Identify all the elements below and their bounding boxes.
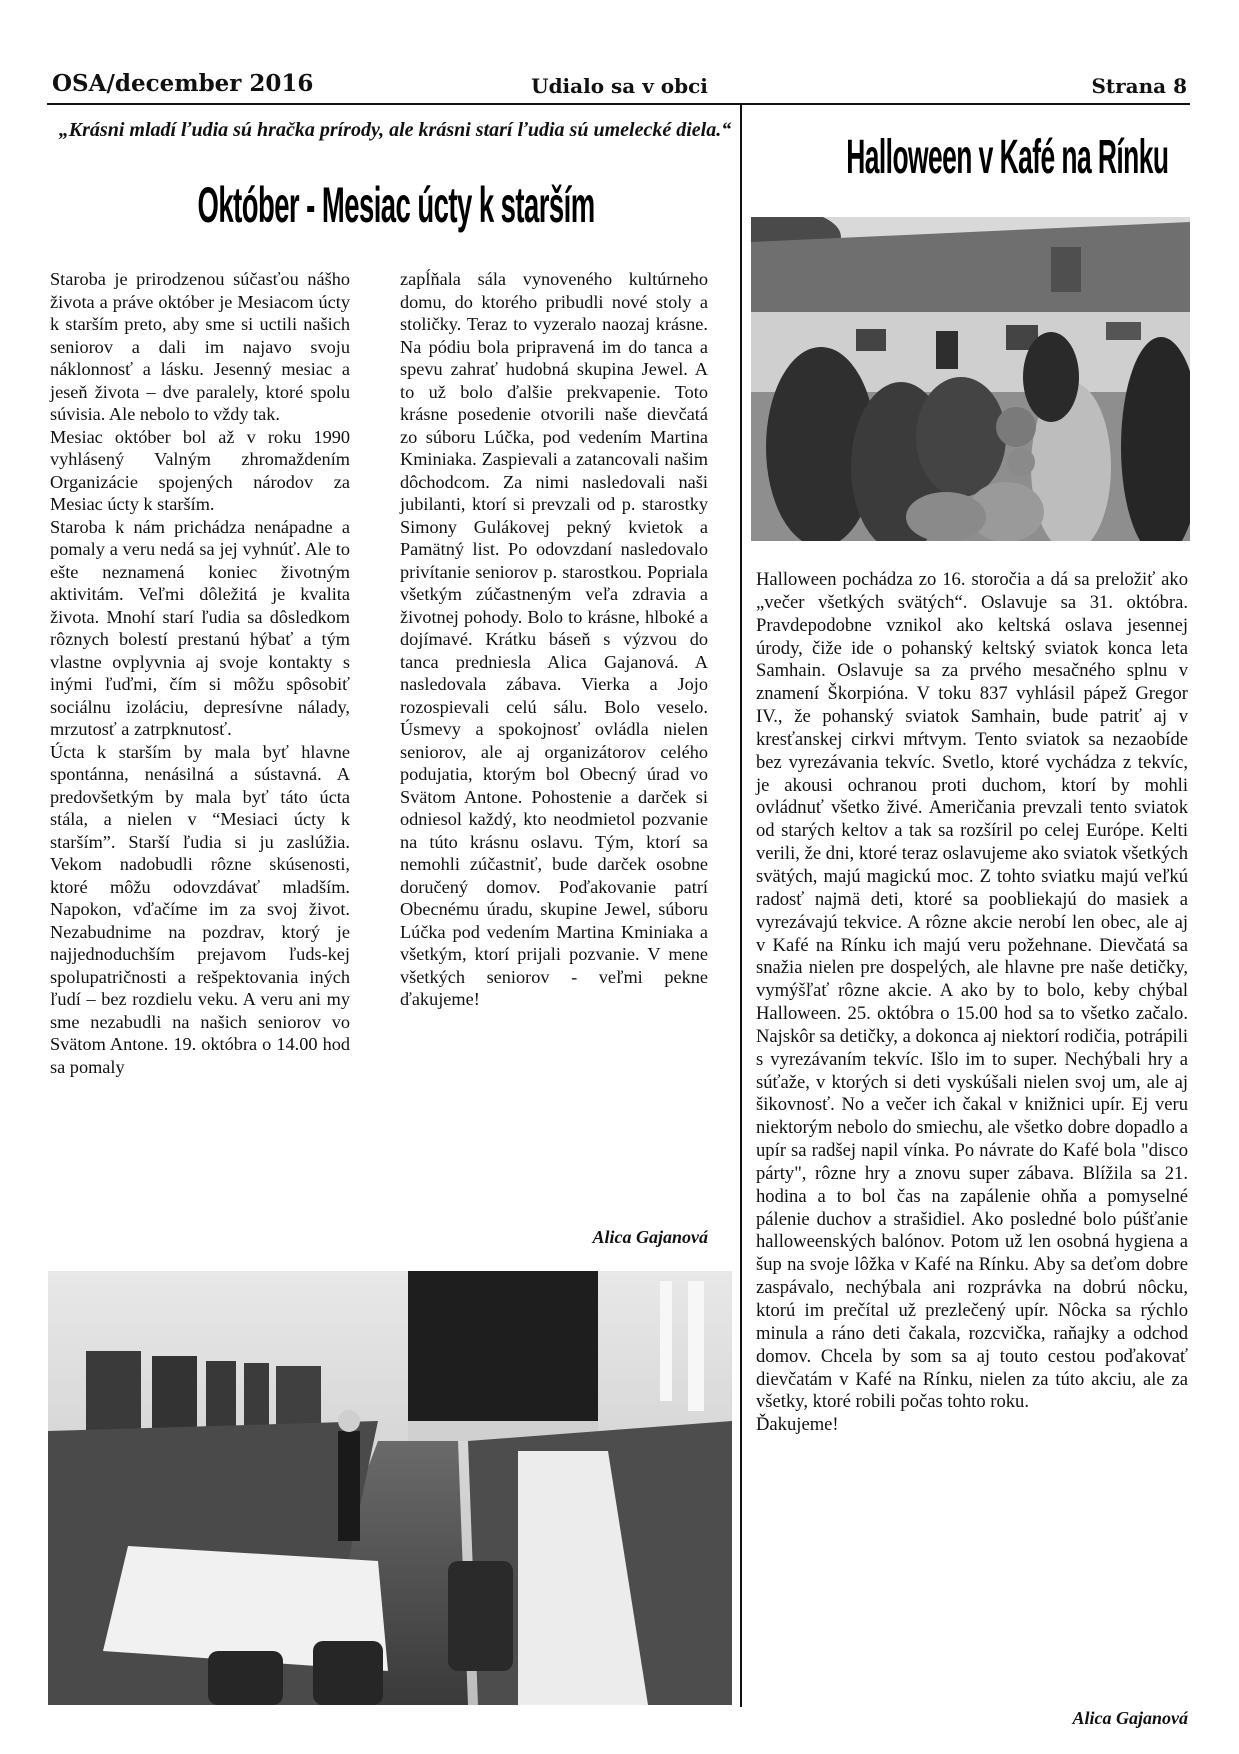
issue-label: OSA/december 2016	[52, 70, 314, 97]
article-october-column-2	[400, 268, 708, 1011]
header-rule	[47, 103, 1190, 105]
photo-seniors-hall	[48, 1271, 732, 1705]
article-title-october: Október - Mesiac úcty k starším	[197, 177, 595, 233]
closing-line: Ďakujeme!	[756, 1414, 839, 1436]
paragraph: Halloween pochádza zo 16. storočia a dá sa preložiť ako „večer všetkých svätých“. Oslavuje sa 31. októbra. Pravdepodobne vznikol ako keltská oslava jesennej úrody, čiže ide o pohanský keltský sviatok konca leta Samhain. Oslavuje sa za prvého mesačného splnu v znamení Škorpióna. V toku 837 vyhlásil pápež Gregor IV., že pohanský sviatok Samhain, bude patriť aj v kresťanskej cirkvi mŕtvym. Tento sviatok sa nezaobíde bez vyrezávania tekvíc. Svetlo, ktoré vychádza z tekvíc, je akousi ochranou proti duchom, ktorí by mohli ovládnuť všetko živé. Američania prevzali tento sviatok od starých keltov a tak sa rozšíril po celej Európe. Kelti verili, že dni, ktoré teraz oslavujeme ako sviatok všetkých svätých, majú magickú moc. Z tohto sviatku majú veľkú radosť najmä deti, ktoré sa poobliekajú do masiek a vyrezávajú tekvice. A rôzne akcie nerobí len obec, ale aj v Kafé na Rínku ich majú veru požehnane. Dievčatá sa snažia nielen pre dospelých, ale hlavne pre naše detičky, vymýšľať rôzne akcie. A ako by to bolo, keby chýbal Halloween. 25. októbra o 15.00 hod sa to všetko začalo. Najskôr sa detičky, a dokonca aj niektorí rodičia, potrápili s vyrezávaním tekvíc. Išlo im to super. Nechýbali hry a súťaže, v ktorých si deti vyskúšali nielen svoj um, ale aj šikovnosť. No a večer ich čakal v knižnici upír. Ej veru niektorým nebolo do smiechu, ale všetko dobre dopadlo a upír sa radšej napil vínka. Po návrate do Kafé bola "disco párty", rôzne hry a znovu super zábava. Blížila sa 21. hodina a to bol čas na zapálenie ohňa a pomyselné pálenie duchov a strašidiel. Ako posledné bolo púšťanie halloweenských balónov. Potom už len osobná hygiena a šup na svoje lôžka v Kafé na Rínku. Aby sa deťom dobre zaspávalo, nechýbala ani rozprávka na dobrú nôcku, ktorú im prečítal už prezlečený upír. Nôcka sa rýchlo minula a ráno deti čakala, rozcvička, raňajky a odchod domov. Chcela by som sa aj touto cestou poďakovať dievčatám v Kafé na Rínku, nielen za túto akciu, ale za všetky, ktoré robili počas tohto roku.	[756, 569, 1188, 1413]
article-title-halloween: Halloween v Kafé na Rínku	[846, 131, 1169, 184]
article-october-column-1	[50, 268, 350, 1078]
paragraph: Staroba je prirodzenou súčasťou nášho života a práve október je Mesiacom úcty k starším preto, aby sme si uctili našich seniorov a dali im najavo svoju náklonnosť a lásku. Jesenný mesiac a jeseň života – dve paralely, ktoré spolu súvisia. Ale nebolo to vždy tak.	[50, 269, 350, 424]
paragraph: Úcta k starším by mala byť hlavne spontánna, nenásilná a sústavná. A predovšetkým by mala byť táto úcta stála, a nielen v “Mesiaci úcty k starším”. Starší ľudia si ju zaslúžia. Vekom nadobudli rôzne skúsenosti, ktoré môžu odovzdávať mladším. Napokon, vďačíme im za svoj život. Nezabudnime na pozdrav, ktorý je najjednoduchším prejavom ľuds-kej spolupatričnosti a rešpektovania iných ľudí – bez rozdielu veku. A veru ani my sme nezabudli na našich seniorov vo Svätom Antone. 19. októbra o 14.00 hod sa pomaly	[50, 741, 350, 1077]
photo-seniors-hall-icon	[48, 1271, 732, 1705]
author-signature: Alica Gajanová	[592, 1227, 708, 1247]
author-signature: Alica Gajanová	[1072, 1708, 1188, 1728]
page-number: Strana 8	[1091, 74, 1187, 98]
photo-halloween-pumpkins	[751, 217, 1190, 541]
photo-halloween-pumpkins-icon	[751, 217, 1190, 541]
article-quote: „Krásni mladí ľudia sú hračka prírody, ale krásni starí ľudia sú umelecké diela.“	[58, 119, 732, 141]
paragraph: Mesiac október bol až v roku 1990 vyhlásený Valným zhromaždením Organizácie spojených národov za Mesiac úcty k starším.	[50, 426, 350, 514]
section-label: Udialo sa v obci	[531, 74, 708, 98]
paragraph: Staroba k nám prichádza nenápadne a pomaly a veru nedá sa jej vyhnúť. Ale to ešte neznamená koniec životným aktivitám. Veľmi dôležitá je kvalita života. Mnohí starí ľudia sa dôsledkom rôznych bolestí prestanú hýbať a tým vlastne ovplyvnia aj svoje kontakty s inými ľuďmi, čím si môžu spôsobiť sociálnu izoláciu, depresívne nálady, mrzutosť a zatrpknutosť.	[50, 516, 350, 739]
paragraph: zapĺňala sála vynoveného kultúrneho domu, do ktorého pribudli nové stoly a stoličky. Teraz to vyzeralo naozaj krásne. Na pódiu bola pripravená im do tanca a spevu zahrať hudobná skupina Jewel. A to už bolo ďalšie prekvapenie. Toto krásne posedenie otvorili naše dievčatá zo súboru Lúčka, pod vedením Martina Kminiaka. Zaspievali a zatancovali našim dôchodcom. Za nimi nasledovali naši jubilanti, ktorí si prevzali od p. starostky Simony Gulákovej pekný kvietok a Pamätný list. Po odovzdaní nasledovalo privítanie seniorov p. starostkou. Popriala všetkým zúčastneným veľa zdravia a životnej pohody. Bolo to krásne, hlboké a dojímavé. Krátku báseň s výzvou do tanca predniesla Alica Gajanová. A nasledovala zábava. Vierka a Jojo rozospievali celú sálu. Bolo veselo. Úsmevy a spokojnosť ovládla nielen seniorov, ale aj organizátorov celého podujatia, ktorým bol Obecný úrad vo Svätom Antone. Pohostenie a darček si odniesol každý, kto neodmietol pozvanie na túto krásnu oslavu. Tým, ktorí sa nemohli zúčastniť, bude darček osobne doručený domov. Poďakovanie patrí Obecnému úradu, skupine Jewel, súboru Lúčka pod vedením Martina Kminiaka a všetkým, ktorí prijali pozvanie. V mene všetkých seniorov - veľmi pekne ďakujeme!	[400, 269, 708, 1009]
column-divider	[740, 104, 742, 1707]
article-halloween-body	[756, 569, 1188, 1437]
